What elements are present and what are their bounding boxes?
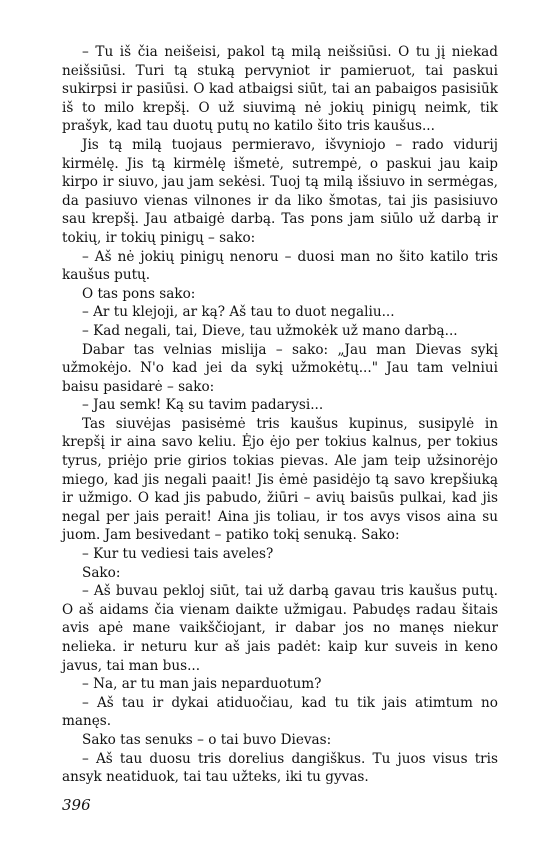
paragraph: Tas siuvėjas pasisėmė tris kaušus kupinus, susipylė in krepšį ir aina savo keliu. Ėjo ėjo per tokius kalnus, per tokius tyrus, priėjo prie girios tokias pievas. Ale jam teip užsinorėjo miego, kad jis negali paait! Jis ėmė pasidėjo tą savo krepšiuką ir užmigo. O kad jis pabudo, žiūri – avių baisūs pulkai, kad jis negal per jais perait! Aina jis toliau, ir tos avys visos aina su juom. Jam besivedant – patiko tokį senuką. Sako:	[62, 415, 498, 544]
page-number: 396	[62, 796, 91, 814]
paragraph: Jis tą milą tuojaus permieravo, išvyniojo – rado vidurij kirmėlę. Jis tą kirmėlę išmetė, sutrempė, o paskui jau kaip kirpo ir siuvo, jau jam sekėsi. Tuoj tą milą išsiuvo in sermėgas, da pasiuvo vienas vilnones ir da liko šmotas, tai jis pasisiuvo sau krepšį. Jau atbaigė darbą. Tas pons jam siūlo už darbą ir tokių, ir tokių pinigų – sako:	[62, 136, 498, 246]
paragraph: – Aš buvau pekloj siūt, tai už darbą gavau tris kaušus putų. O aš aidams čia vienam daikte užmigau. Pabudęs radau šitais avis apė mane vaikščiojant, ir dabar jos no manęs niekur neliekа. ir neturu kur aš jais padėt: kaip kur suveis in keno javus, tai man bus...	[62, 583, 498, 674]
paragraph: – Na, ar tu man jais neparduotum?	[82, 676, 322, 693]
page-text	[62, 43, 498, 787]
paragraph: – Aš tau ir dykai atiduočiau, kad tu tik jais atimtum no manęs.	[62, 694, 498, 730]
paragraph: – Jau semk! Ką su tavim padarysi...	[82, 397, 324, 414]
paragraph: – Aš nė jokių pinigų nenoru – duosi man no šito katilo tris kaušus putų.	[62, 248, 498, 284]
paragraph: – Kad negali, tai, Dieve, tau užmokėk už mano darbą...	[82, 322, 458, 339]
paragraph: Sako:	[82, 564, 121, 581]
paragraph: – Ar tu klejoji, ar ką? Aš tau to duot negaliu...	[82, 304, 395, 321]
paragraph: O tas pons sako:	[82, 285, 196, 302]
paragraph: – Kur tu vediesi tais aveles?	[82, 546, 274, 563]
paragraph: – Tu iš čia neišeisi, pakol tą milą neišsiūsi. O tu jį niekad neišsiūsi. Turi tą stuką pervyniot ir pamieruot, tai paskui sukirpsi ir pasiūsi. O kad atbaigsi siūt, tai an pabaigos pasisiūk iš to milo krepšį. O už siuvimą nė jokių pinigų neimk, tik prašyk, kad tau duotų putų no katilo šito tris kaušus...	[62, 44, 498, 135]
paragraph: – Aš tau duosu tris dorelius dangiškus. Tu juos visus tris ansyk neatiduok, tai tau užteks, iki tu gyvas.	[62, 750, 498, 786]
paragraph: Dabar tas velnias mislija – sako: „Jau man Dievas sykį užmokėjo. N'o kad jei da sykį užmokėtų..." Jau tam velniui baisu pasidarė – sako:	[62, 341, 498, 395]
paragraph: Sako tas senuks – o tai buvo Dievas:	[82, 731, 332, 748]
